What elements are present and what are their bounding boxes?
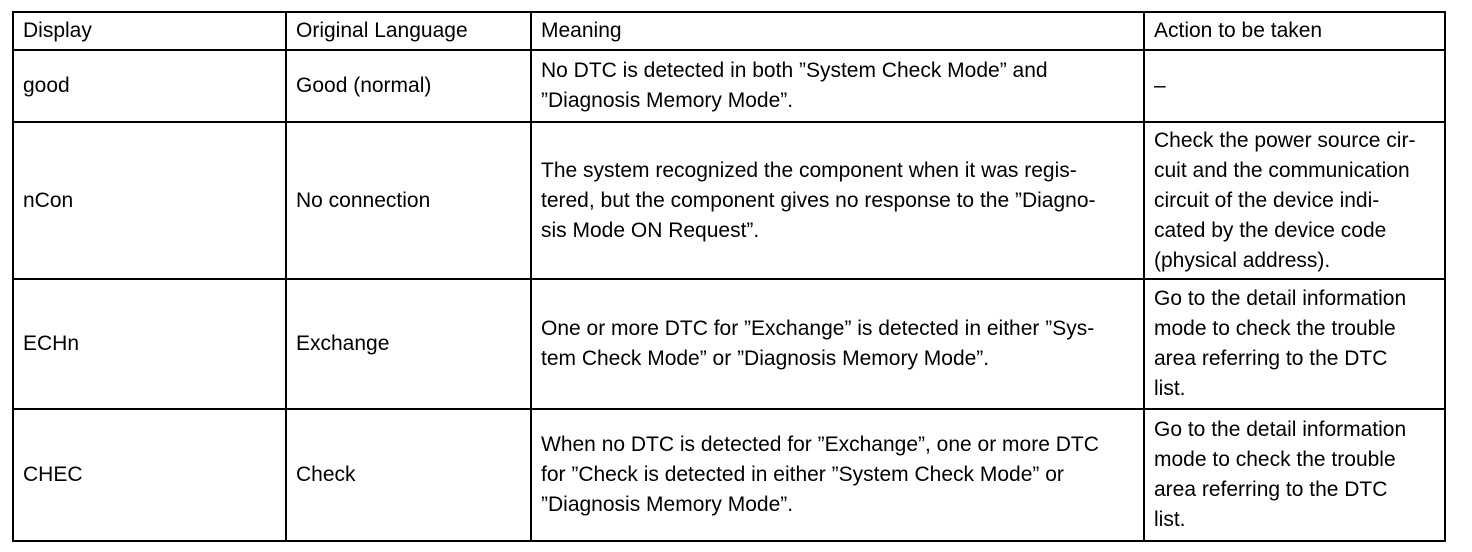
display-code: nCon [23, 188, 74, 212]
table-row [13, 122, 1445, 279]
cell-display [13, 409, 286, 541]
meaning-text: No DTC is detected in both ”System Check Mode” and ”Diagnosis Memory Mode”. [541, 59, 1048, 112]
cell-meaning [531, 122, 1144, 279]
meaning-text: The system recognized the component when it was regis- tered, but the component gives no response to the ”Diagno- sis Mode ON Request”. [541, 158, 1096, 242]
action-text: Go to the detail information mode to check the trouble area referring to the DTC list. [1154, 287, 1407, 400]
cell-action [1144, 50, 1445, 122]
table-header-row [13, 12, 1445, 50]
header-action [1144, 12, 1445, 50]
original-language-text: Good (normal) [296, 74, 432, 97]
header-display-label: Display [23, 19, 92, 42]
display-code: CHEC [23, 463, 83, 486]
header-original-language-label: Original Language [296, 19, 468, 42]
action-text: – [1154, 74, 1166, 97]
table-row [13, 50, 1445, 122]
dtc-display-table [12, 11, 1446, 542]
cell-original-language [286, 409, 531, 541]
cell-action [1144, 409, 1445, 541]
meaning-text: When no DTC is detected for ”Exchange”, one or more DTC for ”Check is detected in either ”System Check Mode” or ”Diagnosis Memory Mode”. [541, 433, 1099, 516]
cell-meaning [531, 279, 1144, 409]
table-row [13, 409, 1445, 541]
header-display [13, 12, 286, 50]
original-language-text: Check [296, 463, 356, 486]
cell-display [13, 279, 286, 409]
original-language-text: No connection [296, 188, 431, 212]
header-meaning-label: Meaning [541, 19, 622, 42]
cell-display [13, 50, 286, 122]
cell-original-language [286, 279, 531, 409]
cell-display [13, 122, 286, 279]
header-original-language [286, 12, 531, 50]
cell-meaning [531, 409, 1144, 541]
meaning-text: One or more DTC for ”Exchange” is detected in either ”Sys- tem Check Mode” or ”Diagnosis Memory Mode”. [541, 317, 1095, 370]
cell-meaning [531, 50, 1144, 122]
table-row [13, 279, 1445, 409]
original-language-text: Exchange [296, 332, 390, 355]
cell-action [1144, 279, 1445, 409]
header-action-label: Action to be taken [1154, 19, 1323, 42]
cell-original-language [286, 122, 531, 279]
action-text: Go to the detail information mode to check the trouble area referring to the DTC list. [1154, 418, 1407, 531]
action-text: Check the power source cir- cuit and the communication circuit of the device indi- cated by the device code (physical address). [1154, 128, 1416, 272]
cell-original-language [286, 50, 531, 122]
header-meaning [531, 12, 1144, 50]
display-code: ECHn [23, 332, 80, 355]
display-code: good [23, 74, 70, 97]
cell-action [1144, 122, 1445, 279]
